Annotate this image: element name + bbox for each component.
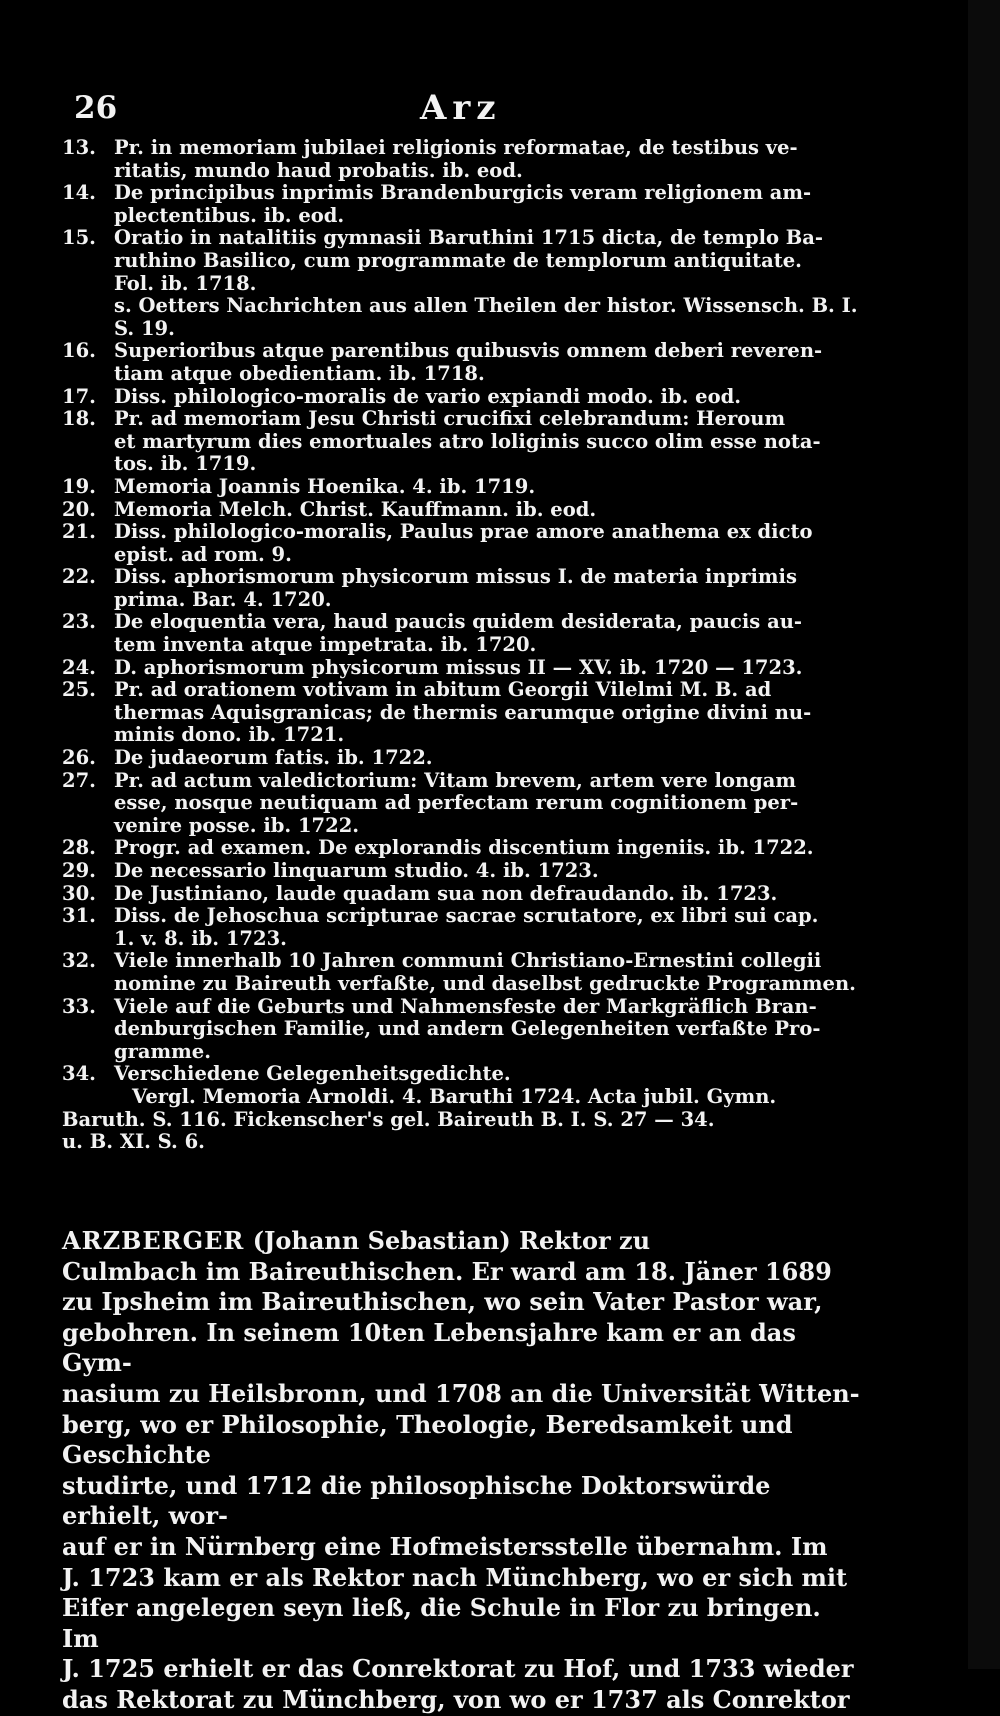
list-item bbox=[62, 137, 862, 182]
list-item bbox=[62, 950, 862, 995]
entry-number: 13. bbox=[62, 136, 96, 159]
entry-text: Pr. ad actum valedictorium: Vitam brevem, artem vere longam esse, nosque neutiquam ad perfectam rerum cognitionem per- venire posse. ib. 1722. bbox=[114, 768, 799, 837]
references-line: u. B. XI. S. 6. bbox=[62, 1130, 205, 1154]
list-item bbox=[62, 860, 862, 883]
biography-name: ARZBERGER bbox=[62, 1226, 245, 1255]
list-item bbox=[62, 182, 862, 227]
entry-number: 16. bbox=[62, 339, 96, 363]
entry-number: 15. bbox=[62, 226, 96, 250]
entry-text: Memoria Melch. Christ. Kauffmann. ib. eod. bbox=[114, 497, 597, 521]
entry-text: De necessario linquarum studio. 4. ib. 1723. bbox=[114, 859, 599, 882]
list-item bbox=[62, 408, 862, 476]
entry-number: 23. bbox=[62, 610, 96, 634]
list-item bbox=[62, 747, 862, 770]
list-item bbox=[62, 227, 862, 295]
entry-text: Diss. aphorismorum physicorum missus I. de materia inprimis prima. Bar. 4. 1720. bbox=[114, 565, 797, 611]
list-item bbox=[62, 476, 862, 499]
biography-text: (Johann Sebastian) Rektor zu Culmbach im Baireuthischen. Er ward am 18. Jäner 1689 zu Ipsheim im Baireuthischen, wo sein Vater Pastor war, gebohren. In seinem 10ten Lebensjahre kam er an das Gym- nasium zu Heilsbronn, und 1708 an die Universität Witten- berg, wo er Philosophie, Theologie, Beredsamkeit und Geschichte studirte, und 1712 die philosophische Doktorswürde erhielt, wor- auf er in Nürnberg eine Hofmeistersstelle übernahm. Im J. 1723 kam er als Rektor nach Münchberg, wo er sich mit Eifer angelegen seyn ließ, die Schule in Flor zu bringen. Im J. 1725 erhielt er das Conrektorat zu Hof, und 1733 wieder das Rektorat zu Münchberg, von wo er 1737 als Conrektor bbox=[62, 1226, 860, 1714]
entry-number: 28. bbox=[62, 836, 96, 860]
entry-number: 33. bbox=[62, 994, 96, 1018]
list-item bbox=[62, 499, 862, 522]
bibliography-list bbox=[62, 137, 862, 1154]
entry-text: Oratio in natalitiis gymnasii Baruthini 1715 dicta, de templo Ba- ruthino Basilico, cum programmate de templorum antiquitate. Fol. ib. 1718. bbox=[114, 226, 823, 295]
entry-number: 20. bbox=[62, 497, 96, 521]
list-item bbox=[62, 340, 862, 385]
references-line: Vergl. Memoria Arnoldi. 4. Baruthi 1724. Acta jubil. Gymn. bbox=[132, 1084, 777, 1108]
entry-number: 30. bbox=[62, 881, 96, 905]
entry-number: 17. bbox=[62, 384, 96, 408]
list-item bbox=[62, 679, 862, 747]
entry-text: De principibus inprimis Brandenburgicis veram religionem am- plectentibus. ib. eod. bbox=[114, 181, 812, 227]
entry-number: 14. bbox=[62, 181, 96, 205]
references-note bbox=[62, 1086, 862, 1154]
list-item bbox=[62, 905, 862, 950]
entry-number: 26. bbox=[62, 746, 96, 770]
page-number: 26 bbox=[74, 90, 118, 126]
entry-text: Superioribus atque parentibus quibusvis omnem deberi reveren- tiam atque obedientiam. ib. 1718. bbox=[114, 339, 823, 385]
references-line: Baruth. S. 116. Fickenscher's gel. Baireuth B. I. S. 27 — 34. bbox=[62, 1107, 715, 1131]
entry-text: Memoria Joannis Hoenika. 4. ib. 1719. bbox=[114, 474, 536, 498]
list-item bbox=[62, 837, 862, 860]
list-item bbox=[62, 566, 862, 611]
entry-text: Pr. ad orationem votivam in abitum Georgii Vilelmi M. B. ad thermas Aquisgranicas; de thermis earumque origine divini nu- minis dono. ib. 1721. bbox=[114, 678, 812, 747]
entry-text: Viele auf die Geburts und Nahmensfeste der Markgräflich Bran- denburgischen Familie, und andern Gelegenheiten verfaßte Pro- gramme. bbox=[114, 994, 821, 1063]
entry-number: 29. bbox=[62, 859, 96, 882]
entry-text: Pr. ad memoriam Jesu Christi crucifixi celebrandum: Heroum et martyrum dies emortuales atro loliginis succo olim esse nota- tos. ib. 1719. bbox=[114, 407, 821, 476]
entry-number: 31. bbox=[62, 904, 96, 928]
entry-number: 19. bbox=[62, 474, 96, 498]
list-item bbox=[62, 295, 862, 340]
entry-text: Verschiedene Gelegenheitsgedichte. bbox=[114, 1062, 511, 1086]
entry-number: 27. bbox=[62, 768, 96, 792]
entry-number: 32. bbox=[62, 949, 96, 973]
list-item bbox=[62, 996, 862, 1064]
entry-text: De judaeorum fatis. ib. 1722. bbox=[114, 746, 433, 770]
entry-text: Diss. philologico-moralis de vario expiandi modo. ib. eod. bbox=[114, 384, 742, 408]
list-item bbox=[62, 657, 862, 680]
entry-number: 24. bbox=[62, 655, 96, 679]
entry-text: Pr. in memoriam jubilaei religionis reformatae, de testibus ve- ritatis, mundo haud probatis. ib. eod. bbox=[114, 136, 798, 182]
list-item bbox=[62, 883, 862, 906]
running-head: Arz bbox=[420, 88, 502, 128]
entry-text: Progr. ad examen. De explorandis discentium ingeniis. ib. 1722. bbox=[114, 836, 814, 860]
list-item bbox=[62, 611, 862, 656]
list-item bbox=[62, 1063, 862, 1086]
entry-number bbox=[62, 295, 114, 340]
entry-number: 25. bbox=[62, 678, 96, 702]
list-item bbox=[62, 386, 862, 409]
entry-text: s. Oetters Nachrichten aus allen Theilen der histor. Wissensch. B. I. S. 19. bbox=[114, 294, 858, 340]
list-item bbox=[62, 521, 862, 566]
page-edge bbox=[968, 0, 1000, 1669]
entry-text: Diss. de Jehoschua scripturae sacrae scrutatore, ex libri sui cap. 1. v. 8. ib. 1723. bbox=[114, 904, 819, 950]
entry-text: Diss. philologico-moralis, Paulus prae amore anathema ex dicto epist. ad rom. 9. bbox=[114, 520, 813, 566]
entry-number: 18. bbox=[62, 407, 96, 431]
list-item bbox=[62, 770, 862, 838]
entry-text: D. aphorismorum physicorum missus II — XV. ib. 1720 — 1723. bbox=[114, 655, 803, 679]
biography-entry bbox=[62, 1226, 862, 1716]
entry-number: 34. bbox=[62, 1062, 96, 1086]
entry-text: De Justiniano, laude quadam sua non defraudando. ib. 1723. bbox=[114, 881, 778, 905]
entry-number: 21. bbox=[62, 520, 96, 544]
entry-number: 22. bbox=[62, 565, 96, 589]
entry-text: De eloquentia vera, haud paucis quidem desiderata, paucis au- tem inventa atque impetrata. ib. 1720. bbox=[114, 610, 802, 657]
entry-text: Viele innerhalb 10 Jahren communi Christiano-Ernestini collegii nomine zu Baireuth verfaßte, und daselbst gedruckte Programmen. bbox=[114, 949, 856, 995]
